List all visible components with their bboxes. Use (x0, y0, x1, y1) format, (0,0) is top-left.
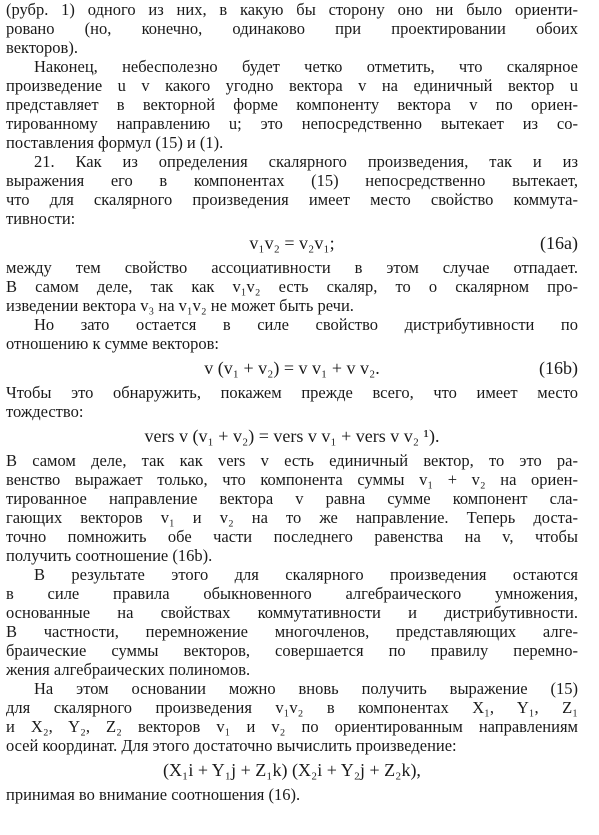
text-line: векторов). (6, 38, 78, 57)
text-line: В самом деле, так как v₁v₂ есть скаляр, то о скалярном про- (6, 277, 578, 296)
text-line: точно помножить обе части последнего равенства на v, чтобы (6, 527, 578, 546)
text-line: ровано (но, конечно, одинаково при проектировании обоих (6, 19, 578, 38)
formula-expression: v (v₁ + v₂) = v v₁ + v v₂. (204, 358, 380, 378)
text-line: произведение u v какого угодно вектора v на единичный вектор u (6, 76, 578, 95)
text-line: получить соотношение (16b). (6, 546, 213, 565)
text-line: основанные на свойствах коммутативности и дистрибутивности. (6, 603, 578, 622)
text-line: браические суммы векторов, совершается по правилу перемно- (6, 641, 578, 660)
text-line: жения алгебраических полиномов. (6, 660, 251, 679)
text-line: В самом деле, так как vers v есть единичный вектор, то это ра- (6, 451, 578, 470)
text-line: Чтобы это обнаружить, покажем прежде всего, что имеет место (6, 383, 578, 402)
formula-expression: v₁v₂ = v₂v₁; (249, 233, 335, 253)
text-line: Но зато остается в силе свойство дистрибутивности по (34, 315, 578, 334)
text-line: (рубр. 1) одного из них, в какую бы сторону оно ни было ориенти- (6, 0, 578, 19)
text-line: В частности, перемножение многочленов, представляющих алге- (6, 622, 578, 641)
text-line: В результате этого для скалярного произведения остаются (34, 565, 578, 584)
text-line: гающих векторов v₁ и v₂ на то же направление. Теперь доста- (6, 508, 578, 527)
text-line: для скалярного произведения v₁v₂ в компонентах X₁, Y₁, Z₁ (6, 698, 578, 717)
text-line: тированное направление вектора v равна сумме компонент сла- (6, 489, 578, 508)
formula-expression: vers v (v₁ + v₂) = vers v v₁ + vers v v₂ ¹). (144, 426, 440, 446)
text-line: осей координат. Для этого достаточно вычислить произведение: (6, 736, 457, 755)
text-line: принимая во внимание соотношения (16). (6, 785, 301, 804)
text-line: отношению к сумме векторов: (6, 334, 220, 353)
text-line: 21. Как из определения скалярного произведения, так и из (34, 152, 578, 171)
text-line: изведении вектора v₃ на v₁v₂ не может быть речи. (6, 296, 354, 315)
text-line: тированному направлению u; это непосредственно вытекает из со- (6, 114, 578, 133)
text-line: тождество: (6, 402, 84, 421)
text-line: На этом основании можно вновь получить выражение (15) (34, 679, 578, 698)
text-line: Наконец, небесполезно будет четко отметить, что скалярное (34, 57, 578, 76)
text-line: венство выражает только, что компонента суммы v₁ + v₂ на ориен- (6, 470, 578, 489)
text-line: что для скалярного произведения имеет место свойство коммута- (6, 190, 578, 209)
formula-number: (16b) (539, 358, 578, 378)
text-line: поставления формул (15) и (1). (6, 133, 224, 152)
formula-number: (16a) (540, 233, 578, 253)
text-line: и X₂, Y₂, Z₂ векторов v₁ и v₂ по ориентированным направлениям (6, 717, 578, 736)
text-line: в силе правила обыкновенного алгебраического умножения, (6, 584, 578, 603)
text-line: между тем свойство ассоциативности в этом случае отпадает. (6, 258, 578, 277)
formula-expression: (X₁i + Y₁j + Z₁k) (X₂i + Y₂j + Z₂k), (163, 760, 421, 780)
text-line: выражения его в компонентах (15) непосредственно вытекает, (6, 171, 578, 190)
text-line: тивности: (6, 209, 76, 228)
text-line: представляет в векторной форме компоненту вектора v по ориен- (6, 95, 578, 114)
